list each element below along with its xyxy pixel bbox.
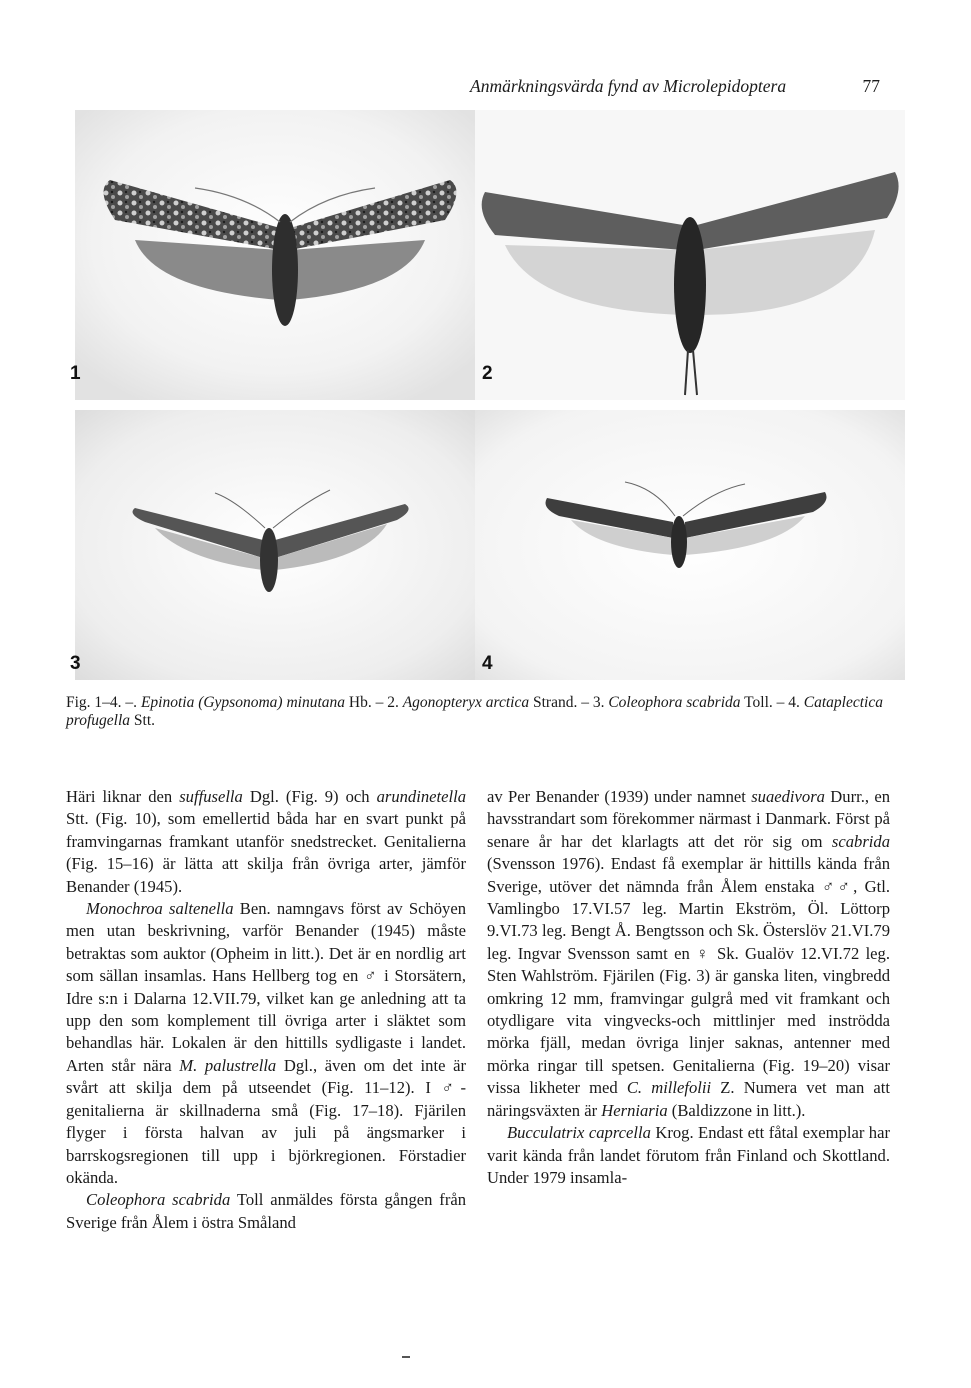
- species-name: Coleophora scabrida: [86, 1190, 231, 1210]
- text-run: Toll anmäldes första gången från Sverige från Ålem i östra Småland: [66, 1190, 467, 1232]
- right-column: [487, 786, 890, 1189]
- species-name: Monochroa saltenella: [86, 899, 234, 919]
- right-paragraph-1: [487, 786, 890, 1122]
- caption-species-4: Cataplectica profugella: [66, 694, 883, 729]
- moth-photo-4: [475, 410, 905, 680]
- text-run: Häri liknar den: [66, 787, 180, 806]
- species-name: suffusella: [179, 787, 243, 806]
- moth-photo-2: [475, 110, 905, 400]
- figure-label-1: 1: [70, 363, 81, 384]
- caption-species-1: Epinotia (Gypsonoma) minutana: [140, 694, 346, 711]
- footer-mark: [402, 1356, 410, 1358]
- text-run: Durr., en havsstrandart som förekommer närmast i Danmark. Först på senare år har det klarlagts att det rör sig om: [487, 787, 891, 851]
- text-run: Stt. (Fig. 10), som emellertid båda har en svart punkt på framvingarnas framkant utanför snedstrecket. Genitalierna (Fig. 15–16) är lätta att skilja från övriga arter, jämför Benander (1945).: [66, 809, 466, 896]
- moth-photo-3: [75, 410, 475, 680]
- text-run: Krog. Endast ett fåtal exemplar har varit kända från landet förutom från Finland och Skottland. Under 1979 insamla-: [487, 1123, 890, 1187]
- figure-label-3: 3: [70, 653, 81, 674]
- caption-author-3: Toll. – 4.: [740, 694, 804, 711]
- text-run: (Svensson 1976). Endast få exemplar är hittills kända från Sverige, utöver det nämnda från Ålem enstaka ♂♂, Gtl. Vamlingbo 17.VI.57 leg. Martin Ekström, Öl. Löttorp 9.VI.73 leg. Bengt Å. Bengtsson och Sk. Österslöv 21.VI.79 leg. Ingvar Svensson samt en ♀ Sk. Gualöv 12.VI.72 leg. Sten Wahlström. Fjärilen (Fig. 3) är ganska liten, vingbredd omkring 12 mm, framvingar gulgrå med vit framkant och otydligare vita vingvecks-och mittlinjer med inströdda mörka fjäll, medan övriga linjer saknas, antenner med mörka ringar till spetsen. Genitalierna (Fig. 19–20) visar vissa likheter med: [487, 854, 890, 1098]
- caption-author-2: Strand. – 3.: [529, 694, 609, 711]
- species-name: C. millefolii: [626, 1078, 712, 1098]
- running-title: Anmärkningsvärda fynd av Microlepidoptera: [470, 76, 787, 96]
- page-number: 77: [862, 76, 880, 96]
- species-name: M. palustrella: [179, 1055, 277, 1075]
- text-run: (Baldizzone in litt.).: [667, 1100, 806, 1120]
- moth-illustration-3: [75, 410, 475, 680]
- caption-author-1: Hb. – 2.: [345, 694, 403, 711]
- genus-name: Herniaria: [601, 1100, 668, 1120]
- left-paragraph-2: [66, 898, 466, 1189]
- moth-illustration-4: [475, 410, 905, 680]
- species-name: suaedivora: [751, 787, 825, 806]
- left-paragraph-3: [66, 1189, 466, 1234]
- right-paragraph-2: [487, 1122, 890, 1189]
- caption-species-3: Coleophora scabrida: [608, 694, 741, 711]
- caption-species-2: Agonopteryx arctica: [402, 694, 530, 711]
- text-run: Z. Numera vet man att näringsväxten är: [487, 1078, 890, 1120]
- text-run: Dgl., även om det inte är svårt att skilja dem på utseendet (Fig. 11–12). I ♂-genitalierna är skillnaderna små (Fig. 17–18). Fjärilen flyger i första halvan av juli på ängsmarker i barrskogsregionen till upp i björkregionen. Förstadier okända.: [66, 1055, 466, 1187]
- figure-label-4: 4: [482, 653, 493, 674]
- species-name: arundinetella: [376, 787, 466, 806]
- figure-caption: [66, 694, 896, 730]
- text-run: Ben. namngavs först av Schöyen men utan beskrivning, varför Benander (1945) måste betraktas som auktor (Opheim in litt.). Det är en nordlig art som sällan insamlas. Hans Hellberg tog en ♂ i Storsätern, Idre s:n i Dalarna 12.VII.79, vilket kan ge anledning att ta upp den som komplement till övriga arter i släktet som behandlas här. Lokalen är den hittills sydligaste i landet. Arten står nära: [66, 899, 466, 1075]
- moth-illustration-1: [75, 110, 475, 400]
- species-name: scabrida: [831, 831, 890, 851]
- figure-label-2: 2: [482, 363, 493, 384]
- text-run: av Per Benander (1939) under namnet: [487, 787, 752, 806]
- text-run: Dgl. (Fig. 9) och: [242, 787, 377, 806]
- caption-author-4: Stt.: [130, 712, 155, 729]
- caption-prefix: Fig. 1–4. –.: [66, 694, 141, 711]
- moth-illustration-2: [475, 110, 905, 400]
- photo-plate: [55, 110, 905, 680]
- left-column: [66, 786, 466, 1234]
- moth-photo-1: [75, 110, 475, 400]
- running-header: [470, 76, 880, 100]
- species-name: Bucculatrix caprcella: [507, 1123, 651, 1143]
- left-paragraph-1: [66, 786, 466, 898]
